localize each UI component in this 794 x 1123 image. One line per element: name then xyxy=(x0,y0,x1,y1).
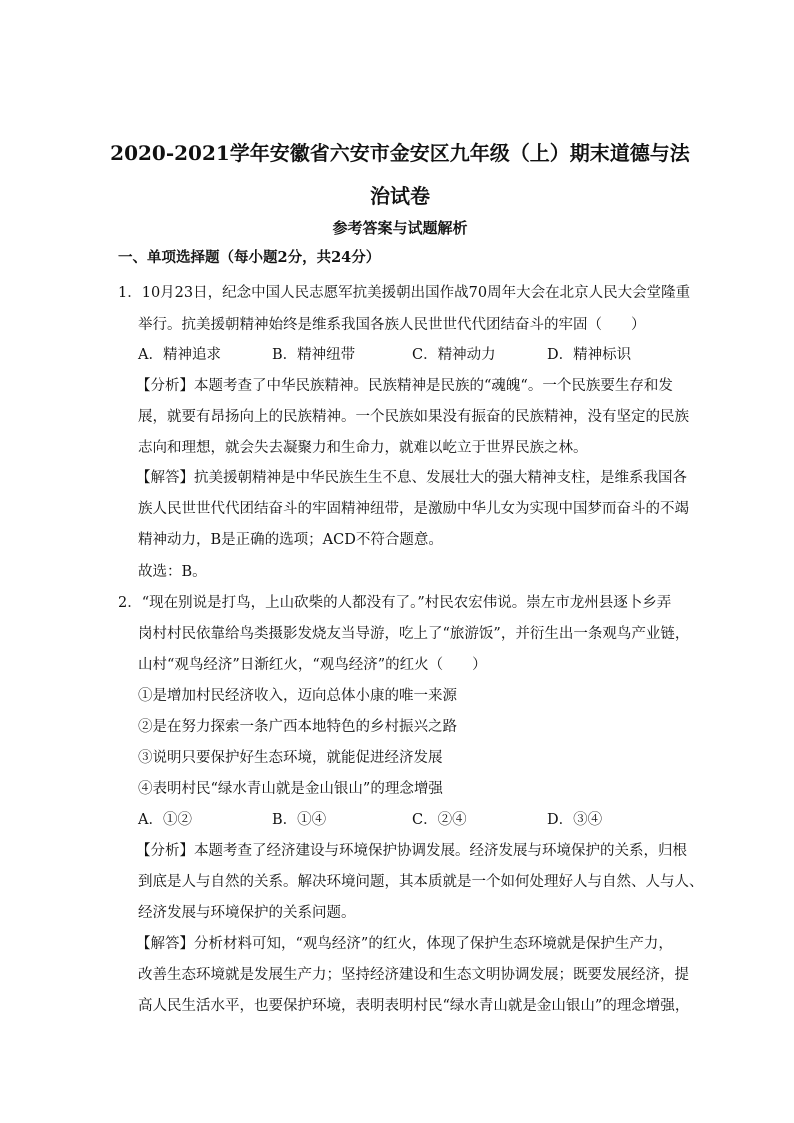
q2-stem-line1: 2．“现在别说是打鸟，上山砍柴的人都没有了。”村民农宏伟说。崇左市龙州县逐卜乡弄 xyxy=(118,595,672,611)
q2-option-a: A．①② xyxy=(138,812,192,828)
q1-analysis-line1: 【分析】本题考查了中华民族精神。民族精神是民族的“魂魄“。一个民族要生存和发 xyxy=(136,378,673,394)
q2-option-c: C．②④ xyxy=(412,812,467,828)
q2-item-4: ④表明村民“绿水青山就是金山银山”的理念增强 xyxy=(138,781,443,797)
exam-title-line1: 2020-2021学年安徽省六安市金安区九年级（上）期末道德与法 xyxy=(110,141,690,165)
q1-option-a: A．精神追求 xyxy=(138,347,221,363)
q1-analysis-line2: 展，就要有昂扬向上的民族精神。一个民族如果没有振奋的民族精神，没有坚定的民族 xyxy=(138,409,689,425)
q1-stem-line2: 举行。抗美援朝精神始终是维系我国各族人民世世代代团结奋斗的牢固（ ） xyxy=(138,317,646,333)
q1-option-c: C．精神动力 xyxy=(412,347,496,363)
q2-answer-line2: 改善生态环境就是发展生产力；坚持经济建设和生态文明协调发展；既要发展经济，提 xyxy=(138,967,689,983)
exam-subtitle: 参考答案与试题解析 xyxy=(332,219,468,237)
q1-option-b: B．精神纽带 xyxy=(272,347,356,363)
q2-item-3: ③说明只要保护好生态环境，就能促进经济发展 xyxy=(138,750,443,766)
exam-title-line2: 治试卷 xyxy=(370,184,430,208)
q2-option-b: B．①④ xyxy=(272,812,327,828)
q1-option-d: D．精神标识 xyxy=(547,347,632,363)
q2-option-d: D．③④ xyxy=(547,812,603,828)
q2-stem-line3: 山村“观鸟经济”日渐红火，“观鸟经济”的红火（ ） xyxy=(138,657,487,673)
q2-answer-line1: 【解答】分析材料可知，“观鸟经济”的红火，体现了保护生态环境就是保护生产力， xyxy=(136,936,673,952)
q1-stem-line1: 1．10月23日，纪念中国人民志愿军抗美援朝出国作战70周年大会在北京人民大会堂隆重 xyxy=(118,285,691,301)
q2-item-1: ①是增加村民经济收入，迈向总体小康的唯一来源 xyxy=(138,688,457,704)
q2-analysis-line2: 到底是人与自然的关系。解决环境问题，其本质就是一个如何处理好人与自然、人与人、 xyxy=(138,874,704,890)
q2-analysis-line1: 【分析】本题考查了经济建设与环境保护协调发展。经济发展与环境保护的关系，归根 xyxy=(136,843,687,859)
q1-analysis-line3: 志向和理想，就会失去凝聚力和生命力，就难以屹立于世界民族之林。 xyxy=(138,440,588,456)
q1-answer-line2: 族人民世世代代团结奋斗的牢固精神纽带，是激励中华儿女为实现中国梦而奋斗的不竭 xyxy=(138,501,689,517)
q1-answer-line1: 【解答】抗美援朝精神是中华民族生生不息、发展壮大的强大精神支柱，是维系我国各 xyxy=(136,470,687,486)
q1-choice: 故选：B。 xyxy=(138,564,207,580)
section-heading: 一、单项选择题（每小题2分，共24分） xyxy=(118,249,381,266)
q2-analysis-line3: 经济发展与环境保护的关系问题。 xyxy=(138,905,356,921)
q1-answer-line3: 精神动力，B是正确的选项；ACD不符合题意。 xyxy=(138,532,443,548)
q2-item-2: ②是在努力探索一条广西本地特色的乡村振兴之路 xyxy=(138,719,457,735)
q2-answer-line3: 高人民生活水平，也要保护环境，表明表明村民“绿水青山就是金山银山”的理念增强， xyxy=(138,998,690,1014)
q2-stem-line2: 岗村村民依靠给鸟类摄影发烧友当导游，吃上了“旅游饭”，并衍生出一条观鸟产业链， xyxy=(138,626,690,642)
